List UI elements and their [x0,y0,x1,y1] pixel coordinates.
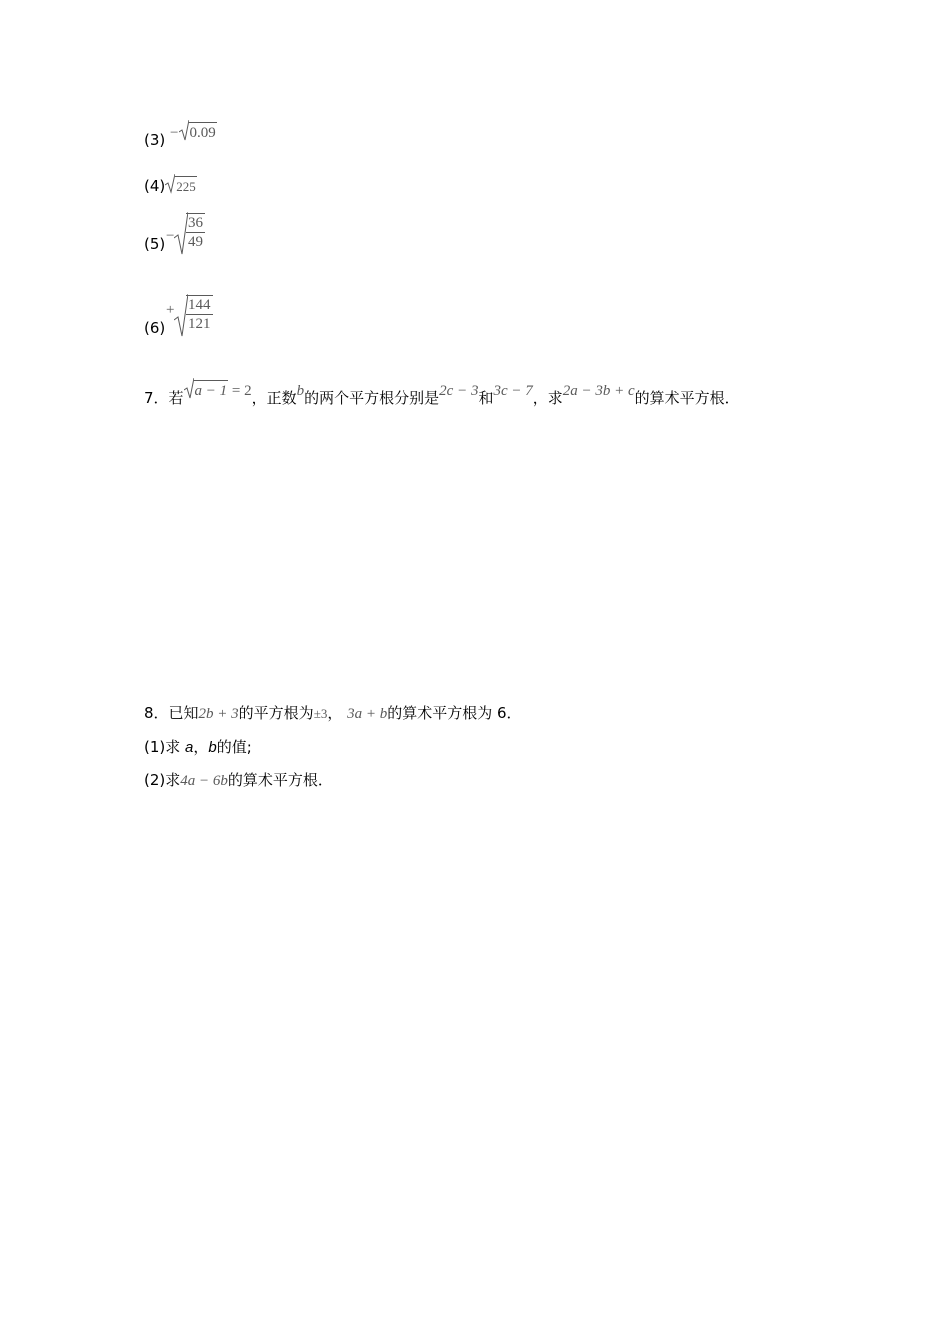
problem-8-part-1-sep: ， [193,738,209,756]
problem-8 [144,703,522,724]
problem-7-sqrt [184,380,229,401]
item-6-label: (6) [144,319,166,337]
problem-8-part-1 [144,737,252,758]
problem-7-text-4: ，求 [532,389,563,407]
problem-7-text-2: 的两个平方根分别是 [304,389,440,407]
problem-7-radicand: a − 1 [194,380,229,401]
problem-8-text-1: 的平方根为 [238,704,314,722]
problem-8-part-2 [144,770,333,791]
problem-8-expr-1: 2b + 3 [198,706,239,722]
problem-8-part-1-end: 的值; [216,738,252,756]
problem-8-part-1-var-b: b [208,739,217,756]
problem-8-number: 8．已知 [144,704,199,722]
item-3-radicand: 0.09 [189,122,217,143]
problem-8-expr-3: 3a + b [347,706,388,722]
problem-8-text-3: 的算术平方根为 6． [387,704,522,722]
problem-7-expr-1: 2c − 3 [439,383,479,399]
item-5-denominator: 49 [188,234,203,250]
item-6-sign: + [166,302,175,318]
item-3-sign: − [170,125,179,141]
item-4-label: (4) [144,177,166,195]
problem-7-eq: = 2 [228,383,252,399]
problem-8-part-1-var-a: a [185,739,194,756]
item-3 [144,125,217,151]
problem-8-text-2: ， [327,704,343,722]
problem-8-expr-2: ±3 [313,706,328,721]
problem-7 [144,383,740,409]
item-6-denominator: 121 [188,316,211,332]
problem-7-expr-2: 3c − 7 [493,383,533,399]
problem-7-text-5: 的算术平方根． [634,389,740,407]
problem-7-var-b: b [296,383,305,399]
item-5-sign: − [166,228,175,244]
item-4-radicand: 225 [175,176,197,197]
problem-7-text-1: ，正数 [251,389,297,407]
item-3-label: (3) [144,131,166,149]
item-5-fraction [186,213,205,251]
item-5-label: (5) [144,235,166,253]
item-4-sqrt [165,176,197,197]
item-3-sqrt [179,122,217,143]
problem-7-text-3: 和 [478,389,494,407]
item-6-numerator: 144 [188,297,211,313]
item-4 [144,176,197,197]
problem-7-number: 7．若 [144,389,184,407]
problem-8-part-2-end: 的算术平方根． [227,771,333,789]
problem-7-expr-3: 2a − 3b + c [562,383,635,399]
problem-8-part-1-label: (1)求 [144,738,181,756]
problem-8-part-2-label: (2)求 [144,771,181,789]
item-6-fraction [186,295,213,333]
item-5-numerator: 36 [188,215,203,231]
problem-8-part-2-expr: 4a − 6b [180,773,228,789]
